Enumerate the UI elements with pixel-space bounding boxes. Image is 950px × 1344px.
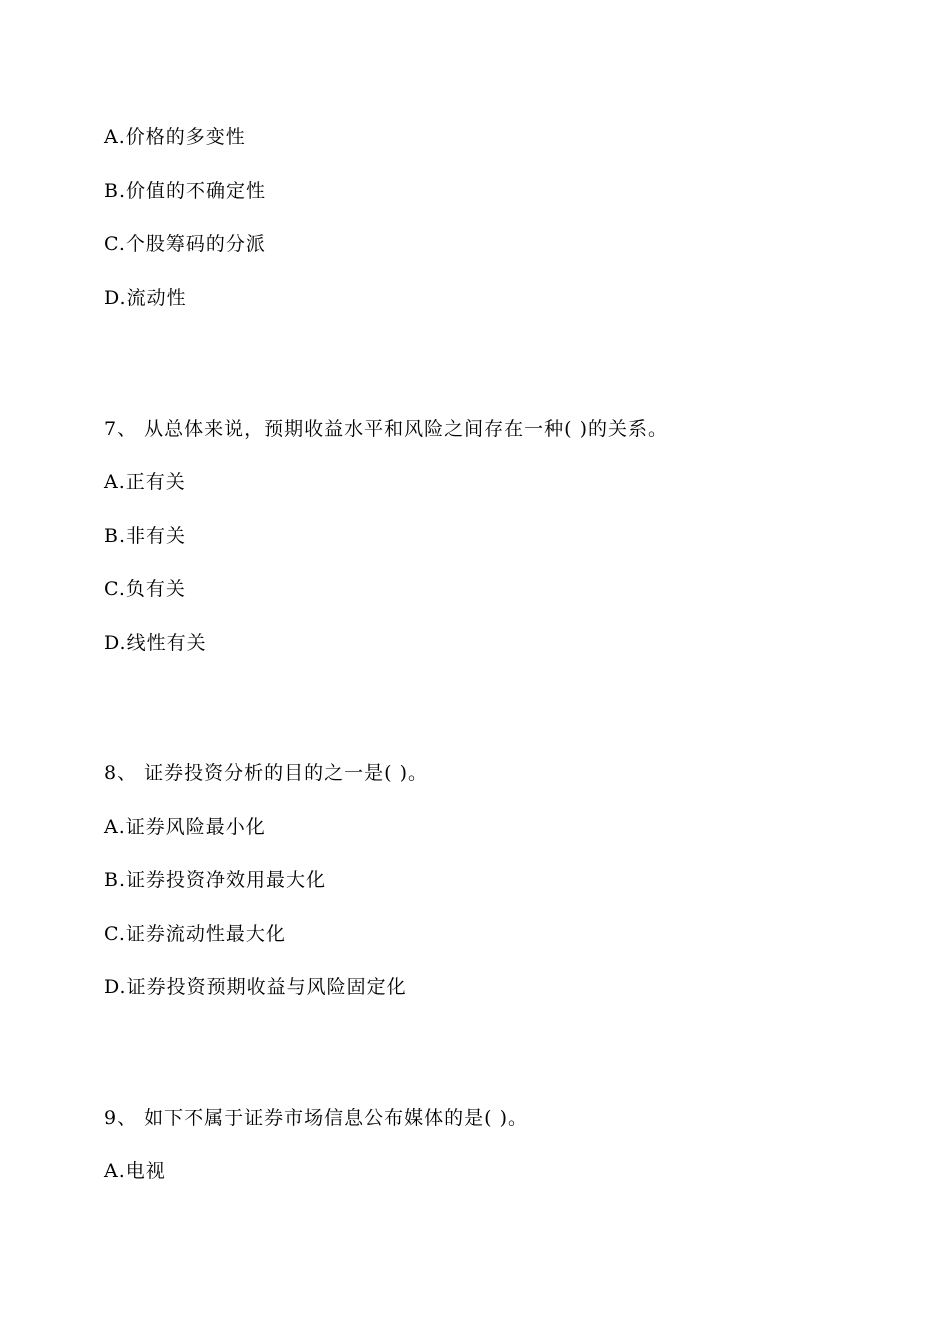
q8-option-d: D.证券投资预期收益与风险固定化: [104, 976, 407, 998]
q9-stem: 9、 如下不属于证券市场信息公布媒体的是( )。: [104, 1107, 528, 1129]
q7-stem: 7、 从总体来说，预期收益水平和风险之间存在一种( )的关系。: [104, 418, 668, 440]
q8-option-c: C.证券流动性最大化: [104, 923, 286, 945]
q8-stem: 8、 证券投资分析的目的之一是( )。: [104, 762, 428, 784]
q7-option-d: D.线性有关: [104, 632, 207, 654]
q8-option-b: B.证券投资净效用最大化: [104, 869, 327, 891]
q6-option-d: D.流动性: [104, 287, 187, 309]
q8-option-a: A.证券风险最小化: [104, 816, 266, 838]
q7-option-b: B.非有关: [104, 525, 187, 547]
q6-option-c: C.个股筹码的分派: [104, 233, 266, 255]
q7-option-c: C.负有关: [104, 578, 186, 600]
q6-option-b: B.价值的不确定性: [104, 180, 267, 202]
q6-option-a: A.价格的多变性: [104, 126, 246, 148]
q7-option-a: A.正有关: [104, 471, 186, 493]
q9-option-a: A.电视: [104, 1160, 166, 1182]
